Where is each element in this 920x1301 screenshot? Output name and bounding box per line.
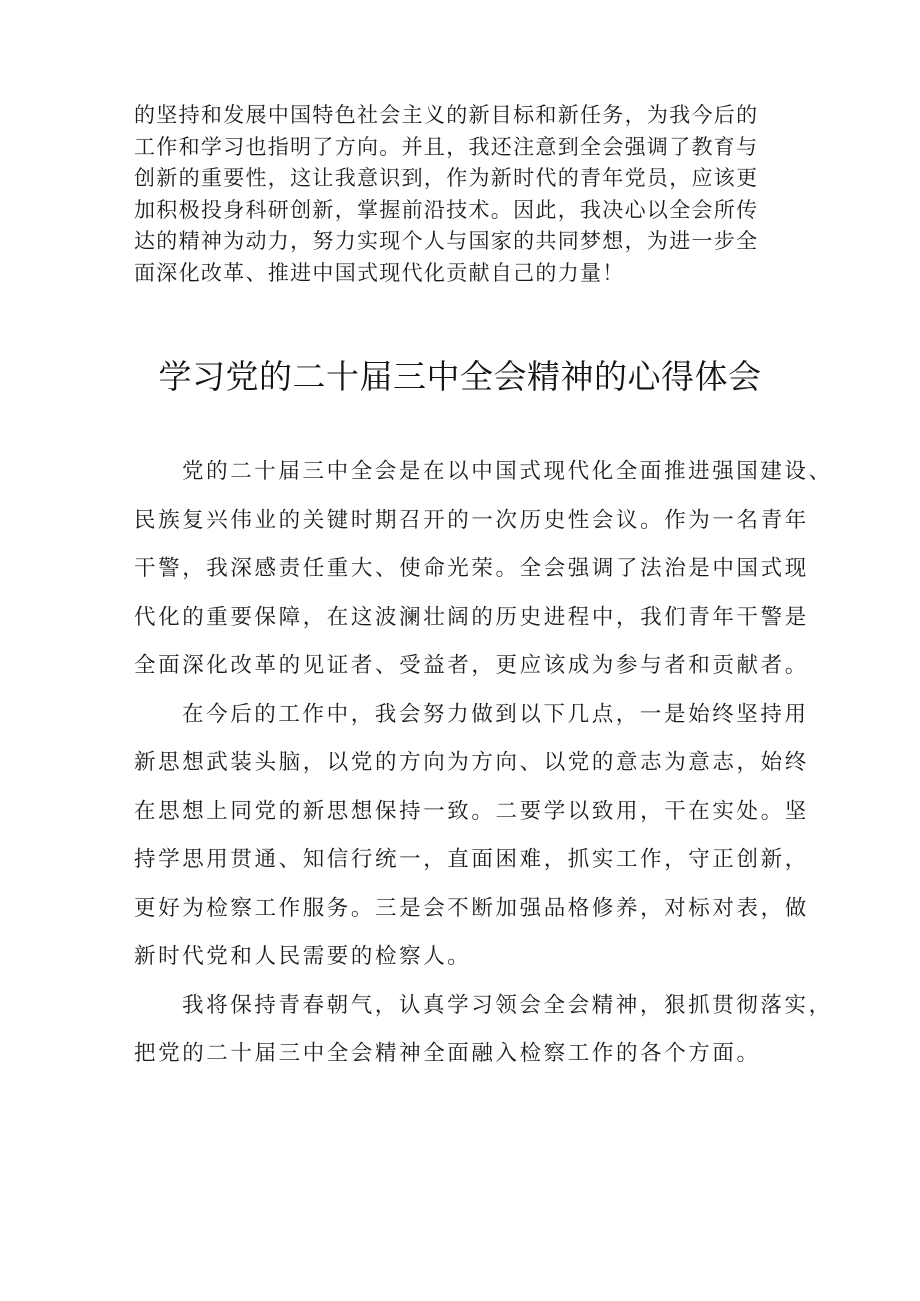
text-line: 持学思用贯通、知信行统一，直面困难，抓实工作，守正创新，: [134, 847, 809, 872]
text-line: 创新的重要性，这让我意识到，作为新时代的青年党员，应该更: [134, 166, 759, 190]
text-line: 把党的二十届三中全会精神全面融入检察工作的各个方面。: [134, 1041, 761, 1066]
text-line: 的坚持和发展中国特色社会主义的新目标和新任务，为我今后的: [134, 103, 759, 127]
paragraph-3: [134, 982, 833, 1079]
article-body: [134, 448, 833, 1079]
text-line: 全面深化改革的见证者、受益者，更应该成为参与者和贡献者。: [134, 653, 809, 678]
continuation-paragraph: [134, 100, 794, 289]
text-line: 更好为检察工作服务。三是会不断加强品格修养，对标对表，做: [134, 895, 809, 921]
text-line: 新思想武装头脑，以党的方向为方向、以党的意志为意志，始终: [134, 750, 809, 775]
paragraph-1: [134, 448, 833, 691]
text-line: 代化的重要保障，在这波澜壮阔的历史进程中，我们青年干警是: [134, 604, 809, 630]
text-line: 面深化改革、推进中国式现代化贡献自己的力量！: [134, 260, 625, 285]
text-line: 新时代党和人民需要的检察人。: [134, 944, 472, 969]
text-line: 在思想上同党的新思想保持一致。二要学以致用，干在实处。坚: [134, 798, 809, 824]
text-line: 党的二十届三中全会是在以中国式现代化全面推进强国建设、: [182, 459, 833, 484]
paragraph-2: [134, 691, 814, 982]
text-line: 干警，我深感责任重大、使命光荣。全会强调了法治是中国式现: [134, 556, 809, 581]
text-line: 达的精神为动力，努力实现个人与国家的共同梦想，为进一步全: [134, 229, 759, 253]
article-title: 学习党的二十届三中全会精神的心得体会: [158, 357, 762, 396]
text-line: 加积极投身科研创新，掌握前沿技术。因此，我决心以全会所传: [134, 197, 759, 222]
text-line: 民族复兴伟业的关键时期召开的一次历史性会议。作为一名青年: [134, 507, 809, 533]
text-line: 工作和学习也指明了方向。并且，我还注意到全会强调了教育与: [134, 134, 759, 159]
text-line: 在今后的工作中，我会努力做到以下几点，一是始终坚持用: [182, 701, 809, 727]
text-line: 我将保持青春朝气，认真学习领会全会精神，狠抓贯彻落实，: [182, 992, 833, 1018]
